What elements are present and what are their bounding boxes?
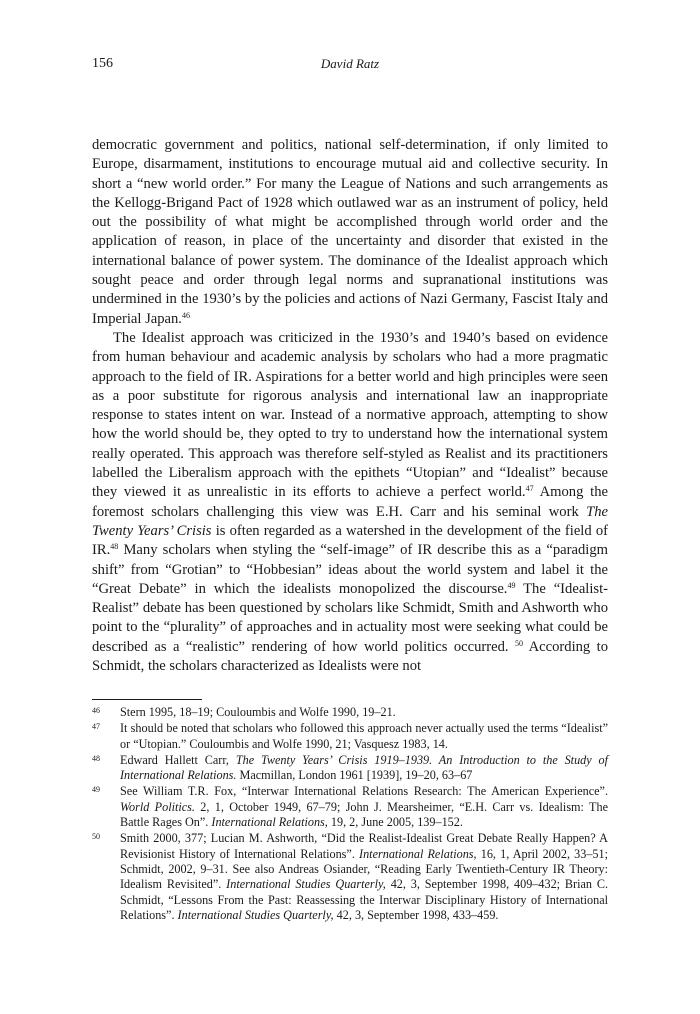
footnote-text	[120, 721, 608, 750]
text-run: Stern 1995, 18–19; Couloumbis and Wolfe 1990, 19–21.	[120, 705, 396, 719]
italic-title: The Twenty Years’ Crisis 1919–1939. An Introduction to the Study of International Relations.	[120, 752, 608, 783]
footnote-number: 50	[92, 832, 100, 842]
text-run: Edward Hallett Carr,	[120, 752, 236, 767]
footnote-text	[120, 784, 608, 829]
footnote-ref: 50	[514, 638, 523, 648]
footnote-ref: 47	[525, 484, 534, 494]
running-head-author: David Ratz	[320, 56, 380, 71]
italic-title: The Twenty Years’ Crisis	[92, 503, 608, 539]
text-run: According to Schmidt, the scholars characterized as Idealists were not	[92, 638, 608, 675]
text-run: 42, 3, September 1998, 433–459.	[333, 907, 499, 922]
footnote-divider	[92, 699, 202, 700]
footnote	[92, 705, 608, 720]
text-run: 19, 2, June 2005, 139–152.	[327, 815, 463, 830]
paragraph	[92, 136, 608, 329]
text-run: 16, 1, April 2002, 33–51; Schmidt, 2002, 9–31. See also Andreas Osiander, “Reading Early Twentieth-Century IR Theory: Idealism Revisited”.	[120, 846, 608, 892]
paragraph	[92, 329, 608, 676]
italic-title: International Relations,	[359, 846, 477, 861]
page-number: 156	[92, 56, 113, 71]
footnote-ref: 46	[181, 310, 190, 320]
text-run: democratic government and politics, national self-determination, if only limited to Europe, disarmament, institutions to encourage mutual aid and collective security. In short a “new world order.” For many the League of Nations and such arrangements as the Kellogg-Brigand Pact of 1928 which outlawed war as an instrument of policy, held out the possibility of what might be accomplished through world order and the application of reason, in place of the uncertainty and disorder that existed in the international balance of power system. The dominance of the Idealist approach which sought peace and order through legal norms and supranational institutions was undermined in the 1930’s by the policies and actions of Nazi Germany, Fascist Italy and Imperial Japan.	[92, 137, 608, 327]
footnote	[92, 721, 608, 752]
text-run: It should be noted that scholars who followed this approach never actually used the terms “Idealist” or “Utopian.” Couloumbis and Wolfe 1990, 21; Vasquesz 1983, 14.	[120, 721, 608, 751]
footnote	[92, 784, 608, 830]
text-run: Smith 2000, 377; Lucian M. Ashworth, “Did the Realist-Idealist Great Debate Really Happen? A Revisionist History of International Relations”.	[120, 831, 608, 861]
footnote-text	[120, 753, 608, 782]
page-header	[92, 56, 608, 76]
text-run: Macmillan, London 1961 [1939], 19–20, 63–67	[236, 768, 473, 783]
text-run: Among the foremost scholars challenging this view was E.H. Carr and his seminal work	[92, 484, 608, 520]
footnotes	[92, 705, 608, 924]
italic-title: International Relations,	[211, 815, 328, 830]
footnote-text	[120, 831, 608, 921]
footnote-number: 49	[92, 785, 100, 795]
footnote	[92, 753, 608, 784]
italic-title: World Politics.	[120, 799, 195, 814]
text-run: 2, 1, October 1949, 67–79; John J. Mearsheimer, “E.H. Carr vs. Idealism: The Battle Rages On”.	[120, 799, 608, 830]
footnote-ref: 48	[110, 542, 119, 552]
italic-title: International Studies Quarterly,	[226, 877, 386, 892]
footnote-number: 47	[92, 722, 100, 732]
footnote	[92, 831, 608, 923]
footnote-text	[120, 705, 396, 719]
italic-title: International Studies Quarterly,	[177, 907, 334, 922]
footnote-number: 48	[92, 753, 100, 763]
footnote-number: 46	[92, 706, 100, 715]
text-run: Many scholars when styling the “self-image” of IR describe this as a “paradigm shift” from “Grotian” to “Hobbesian” ideas about the world system and label it the “Great Debate” in which the idealists monopolized the discourse.	[92, 542, 608, 597]
body-text	[92, 136, 608, 676]
text-run: is often regarded as a watershed in the development of the field of IR.	[92, 522, 608, 559]
text-run: 42, 3, September 1998, 409–432; Brian C. Schmidt, “Lessons From the Past: Reassessing the Interwar Disciplinary History of International Relations”.	[120, 877, 608, 922]
text-run: See William T.R. Fox, “Interwar International Relations Research: The American Experience”.	[120, 784, 608, 799]
text-run: The Idealist approach was criticized in the 1930’s and 1940’s based on evidence from human behaviour and academic analysis by scholars who had a more pragmatic approach to the field of IR. Aspirations for a better world and high principles were seen as a poor substitute for rigorous analysis and international law an inappropriate response to states intent on war. Instead of a normative approach, attempting to show how the world should be, they opted to try to understand how the international system really operated. This approach was therefore self-styled as Realist and its practitioners labelled the Liberalism approach with the epithets “Utopian” and “Idealist” because they viewed it as unrealistic in its efforts to achieve a perfect world.	[92, 329, 608, 501]
text-run: The “Idealist-Realist” debate has been questioned by scholars like Schmidt, Smith and Ashworth who point to the “plurality” of approaches and in actuality most were seeking what could be described as a “realistic” rendering of how world politics occurred.	[92, 580, 608, 655]
footnote-ref: 49	[507, 580, 516, 590]
